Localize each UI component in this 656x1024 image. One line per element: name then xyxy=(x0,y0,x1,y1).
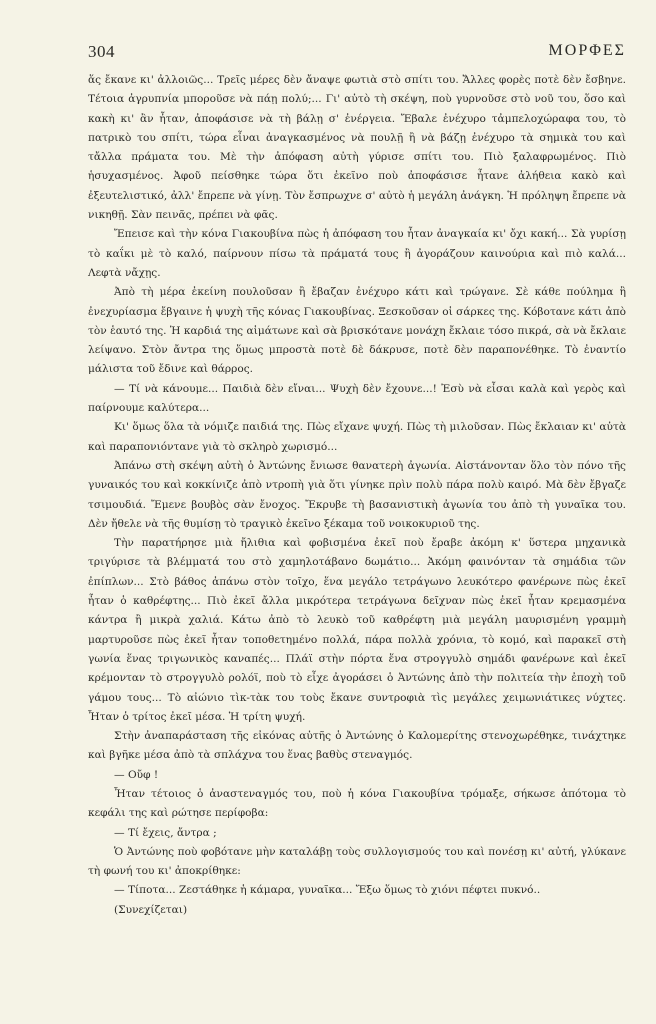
journal-title: ΜΟΡΦΕΣ xyxy=(548,42,626,59)
page-header xyxy=(88,42,626,64)
paragraph: — Οὔφ ! xyxy=(114,768,159,781)
paragraph: Ὁ Ἀντώνης ποὺ φοβότανε μὴν καταλάβῃ τοὺς συλλογισμούς του καὶ πονέσῃ κι' αὐτή, γλύκανε τὴ φωνή του κι' ἀποκρίθηκε: xyxy=(88,845,626,878)
paragraph: Τὴν παρατήρησε μιὰ ἤλιθια καὶ φοβισμένα ἐκεῖ ποὺ ἔραβε ἀκόμη κ' ὕστερα μηχανικὰ τριγύρισε τὰ βλέμματά του στὸ χαμηλοτάβανο δωμάτιο... Ἀκόμη φαινόνταν τὰ σημάδια τῶν ἐπίπλων... Στὸ βάθος ἀπάνω στὸν τοῖχο, ἕνα μεγάλο τετράγωνο λευκότερο φανέρωνε πὼς ἐκεῖ ἦταν ὁ καθρέφτης... Πιὸ ἐκεῖ ἄλλα μικρότερα τετράγωνα δεῖχναν πὼς ἐκεῖ ἦταν κρεμασμένα κάντρα ἢ μικρὰ χαλιά. Κάτω ἀπὸ τὸ λευκὸ τοῦ καθρέφτη μιὰ μεγάλη μαυρισμένη γραμμὴ μαρτυροῦσε πὼς ἐκεῖ ἦταν τοποθετημένο πολλά, πάρα πολλὰ χρόνια, τὸ κομό, καὶ παρακεῖ στὴ γωνία ἕνας τριγωνικὸς καναπές... Πλάϊ στὴν πόρτα ἕνα στρογγυλὸ σημάδι φανέρωνε καὶ ἐκεῖ κρέμονταν τὸ στρογγυλὸ ρολόϊ, ποὺ τὸ εἶχε ἀγοράσει ὁ Ἀντώνης ἀπὸ τὴν πολιτεία τὴν ἐποχὴ τοῦ γάμου τους... Τὸ αἰώνιο τὶκ-τὰκ του τοὺς ἔκανε συντροφιὰ τὶς μεγάλες χειμωνιάτικες νύχτες. Ἦταν ὁ τρίτος ἐκεῖ μέσα. Ἡ τρίτη ψυχή. xyxy=(88,537,626,723)
paragraph: Ἀπὸ τὴ μέρα ἐκείνη πουλοῦσαν ἢ ἔβαζαν ἐνέχυρο κάτι καὶ τρώγανε. Σὲ κάθε πούλημα ἢ ἐνεχυρίασμα ἔβγαινε ἡ ψυχὴ τῆς κόνας Γιακουβίνας. Ξεσκοῦσαν οἱ σάρκες της. Κόβοτανε κάτι ἀπὸ τὸν ἑαυτό της. Ἡ καρδιά της αἱμάτωνε καὶ σὰ βρισκότανε μονάχη ἔκλαιε τόσο πικρά, σὰ νὰ ἔκλαιε λείψανο. Στὸν ἄντρα της ὅμως μπροστὰ ποτὲ δὲ δάκρυσε, ποτὲ δὲν παραπονέθηκε. Τὸ ἐναντίο μάλιστα τοῦ ἔδινε καὶ θάρρος. xyxy=(88,286,626,376)
paragraph: Στὴν ἀναπαράσταση τῆς εἰκόνας αὐτῆς ὁ Ἀντώνης ὁ Καλομερίτης στενοχωρέθηκε, τινάχτηκε καὶ βγῆκε μέσα ἀπὸ τὰ σπλάχνα του ἕνας βαθὺς στεναγμός. xyxy=(88,730,626,762)
paragraph: Ἔπεισε καὶ τὴν κόνα Γιακουβίνα πὼς ἡ ἀπόφαση του ἦταν ἀναγκαία κι' ὄχι κακή... Σὰ γυρίσῃ τὸ καΐκι μὲ τὸ καλό, παίρνουν πίσω τὰ πράματά τους ἢ ἀγοράζουν καινούρια καὶ πιὸ καλά... Λεφτὰ νἄχῃς. xyxy=(88,228,626,279)
paragraph: ἅς ἔκανε κι' ἀλλοιῶς... Τρεῖς μέρες δὲν ἄναψε φωτιὰ στὸ σπίτι του. Ἄλλες φορὲς ποτὲ δὲν ἔσβηνε. Τέτοια ἀγρυπνία μποροῦσε νὰ πάῃ πολύ;... Γι' αὐτὸ τὴ σκέψη, ποὺ γυρνοῦσε στὸ νοῦ του, ὅσο καὶ κακὴ κι' ἂν ἦταν, ἀποφάσισε νὰ τὴ βάλῃ σ' ἐνέργεια. Ἔβαλε ἐνέχυρο τἀμπελοχώραφα του, τὸ πατρικὸ του σπίτι, τώρα εἶναι ἀναγκασμένος νὰ πουλῇ ἢ νὰ βάζῃ ἐνέχυρο τὰ σημικὰ του καὶ τἄλλα πράματα του. Μὲ τὴν ἀπόφαση αὐτὴ γύρισε σπίτι του. Πιὸ ξαλαφρωμένος. Πιὸ ἡσυχασμένος. Ἀφοῦ πείσθηκε τώρα ὅτι ἐκεῖνο ποὺ ἀποφάσισε ἦτανε ἀλήθεια κακὸ καὶ ἐξευτελιστικό, ἀλλ' ἔπρεπε νὰ γίνῃ. Τὸν ἔσπρωχνε σ' αὐτὸ ἡ μεγάλη ἀνάγκη. Ἡ πρόληψη ἔπρεπε νὰ νικηθῇ. Σὰν πεινᾶς, πρέπει νὰ φᾶς. xyxy=(88,74,626,222)
paragraph: Ἀπάνω στὴ σκέψη αὐτὴ ὁ Ἀντώνης ἔνιωσε θανατερὴ ἀγωνία. Αἰστάνονταν ὅλο τὸν πόνο τῆς γυναικός του καὶ κοκκίνιζε ἀπὸ ντροπὴ γιὰ ὅτι γίνηκε πρὶν πολὺ πάρα πολὺ καιρό. Μὰ δὲν ἔβγαζε τσιμουδιά. Ἔμενε βουβὸς σὰν ἔνοχος. Ἔκρυβε τὴ βασανιστικὴ ἀγωνία του ἀπὸ τὴ γυναῖκα του. Δὲν ἤθελε νὰ τῆς θυμίσῃ τὸ τραγικὸ ἐκεῖνο ξέκαμα τοῦ νοικοκυριοῦ της. xyxy=(88,459,626,530)
paragraph: — Τί ἔχεις, ἄντρα ; xyxy=(114,826,217,839)
paragraph: Ἦταν τέτοιος ὁ ἀναστεναγμός του, ποὺ ἡ κόνα Γιακουβίνα τρόμαξε, σήκωσε ἀπότομα τὸ κεφάλι της καὶ ρώτησε περίφοβα: xyxy=(88,787,626,820)
article-body xyxy=(88,71,626,920)
paragraph: Κι' ὅμως ὅλα τὰ νόμιζε παιδιά της. Πὼς εἴχανε ψυχή. Πὼς τὴ μιλοῦσαν. Πὼς ἔκλαιαν κι' αὐτὰ καὶ παραπονιόντανε γιὰ τὸ σκληρὸ χωρισμό... xyxy=(88,421,626,453)
continues-label: (Συνεχίζεται) xyxy=(114,903,188,916)
paragraph: — Τίποτα... Ζεστάθηκε ἡ κάμαρα, γυναῖκα... Ἔξω ὅμως τὸ χιόνι πέφτει πυκνό.. xyxy=(114,884,541,897)
paragraph: — Τί νὰ κάνουμε... Παιδιὰ δὲν εἴναι... Ψυχὴ δὲν ἔχουνε...! Ἐσὺ νὰ εἶσαι καλὰ καὶ γερὸς καὶ παίρνουμε καλύτερα... xyxy=(88,382,626,415)
page-number: 304 xyxy=(88,42,115,61)
